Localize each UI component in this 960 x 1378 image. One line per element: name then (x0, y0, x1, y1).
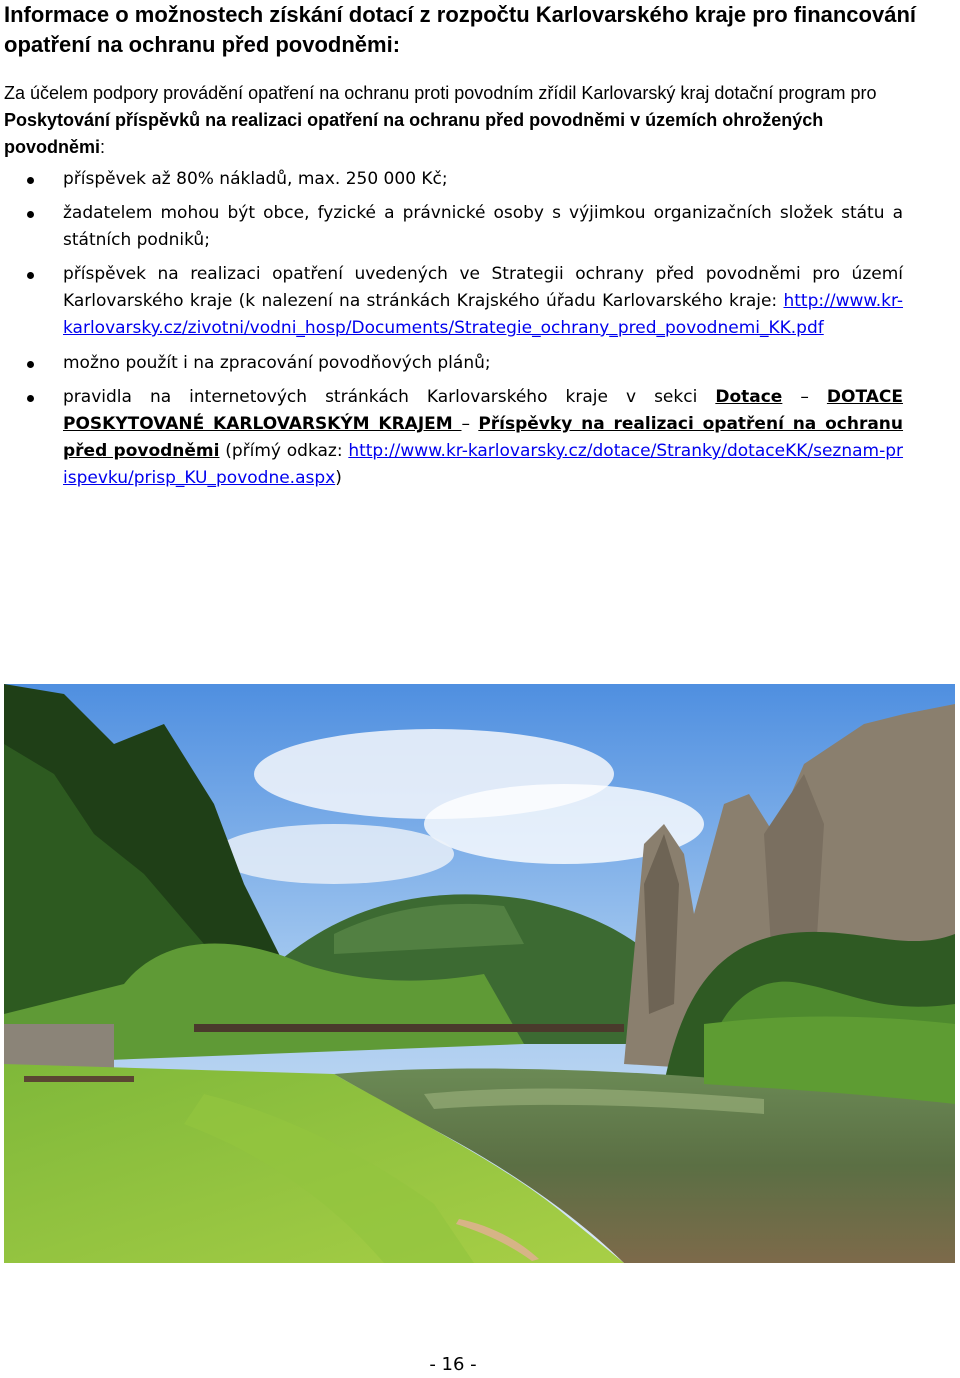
direct-link[interactable]: http://www.kr-karlovarsky.cz/dotace/Stranky/dotaceKK/seznam-prispevku/prisp_KU_povodne.aspx (63, 441, 904, 488)
list-item-text: příspěvek na realizaci opatření uvedených ve Strategii ochrany před povodněmi pro území Karlovarského kraje (k nalezení na stránkách Krajského úřadu Karlovarského kraje: (63, 264, 903, 311)
bullet-icon (27, 361, 34, 368)
list-item-text: (přímý odkaz: (219, 441, 349, 461)
list-item (0, 261, 903, 342)
bullet-icon (27, 395, 34, 402)
page-title: Informace o možnostech získání dotací z rozpočtu Karlovarského kraje pro financování opatření na ochranu před povodněmi: (4, 2, 917, 57)
dotace-link[interactable]: Dotace (715, 387, 783, 407)
list-item (0, 200, 903, 254)
separator-dash: – (782, 387, 827, 407)
strategy-pdf-link[interactable]: http://www.kr-karlovarsky.cz/zivotni/vodni_hosp/Documents/Strategie_ochrany_pred_povodnemi_KK.pdf (63, 291, 903, 338)
bullet-list (0, 166, 910, 499)
program-name: Poskytování příspěvků na realizaci opatření na ochranu před povodněmi v územích ohrožených povodněmi (4, 110, 824, 157)
intro-lead: Za účelem podpory provádění opatření na ochranu proti povodním zřídil Karlovarský kraj dotační program pro (4, 83, 877, 103)
list-item-text: možno použít i na zpracování povodňových plánů; (63, 353, 491, 373)
list-item-text: žadatelem mohou být obce, fyzické a právnické osoby s výjimkou organizačních složek státu a státních podniků; (63, 203, 903, 250)
bullet-icon (27, 177, 34, 184)
list-item-text: příspěvek až 80% nákladů, max. 250 000 Kč; (63, 169, 448, 189)
separator-dash: – (461, 414, 479, 434)
flood-grants-link[interactable]: Příspěvky na realizaci opatření na ochranu před povodněmi (63, 414, 904, 461)
list-item (0, 350, 903, 377)
bullet-icon (27, 211, 34, 218)
river-landscape-photo (4, 684, 955, 1263)
intro-tail: : (100, 137, 106, 157)
list-item-text: ) (335, 468, 342, 488)
intro-paragraph (4, 80, 906, 161)
list-item (0, 166, 903, 193)
list-item-text: pravidla na internetových stránkách Karlovarského kraje v sekci (63, 387, 716, 407)
page-number: - 16 - (429, 1354, 477, 1375)
bullet-icon (27, 272, 34, 279)
dotace-section-link[interactable]: DOTACE POSKYTOVANÉ KARLOVARSKÝM KRAJEM (63, 387, 904, 434)
list-item (0, 384, 903, 492)
